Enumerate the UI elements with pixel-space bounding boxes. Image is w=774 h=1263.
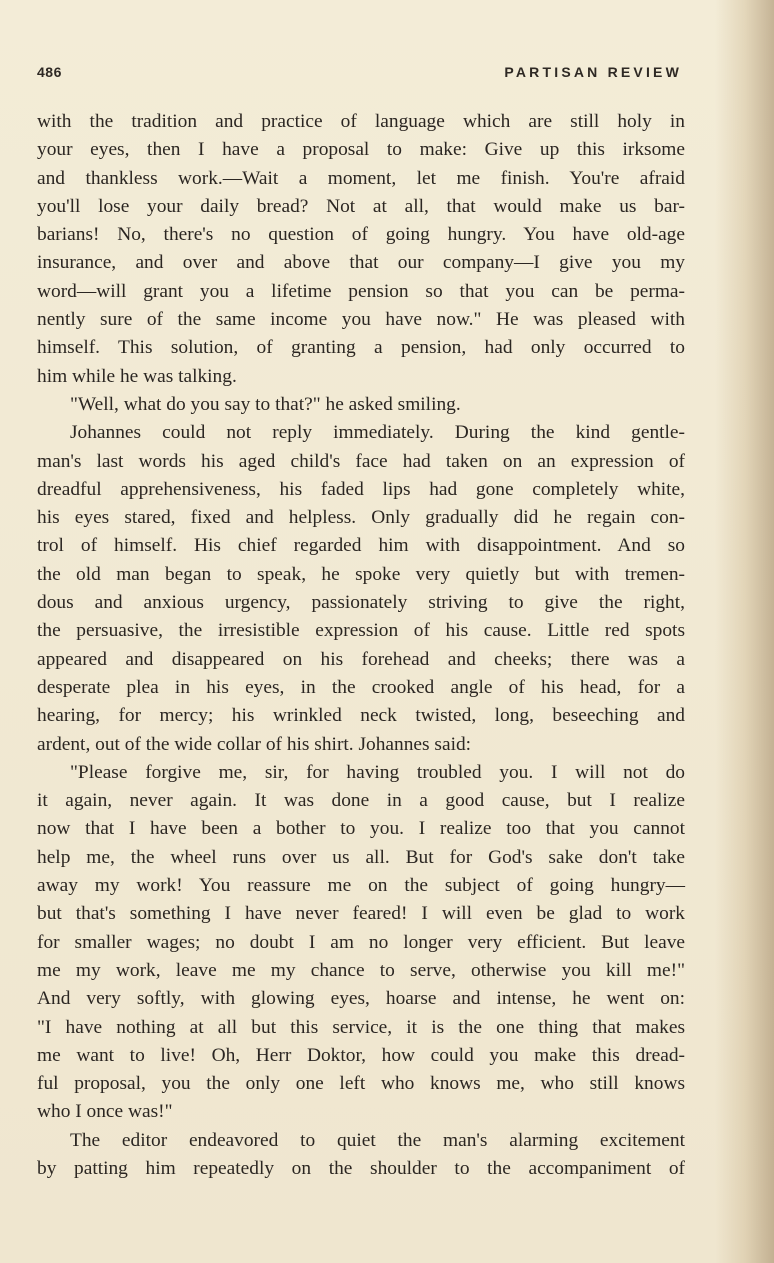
text-line: dreadful apprehensiveness, his faded lips had gone completely white, <box>37 478 685 500</box>
text-line: and thankless work.—Wait a moment, let me finish. You're afraid <box>37 167 685 189</box>
journal-title: PARTISAN REVIEW <box>504 64 682 80</box>
text-line: the old man began to speak, he spoke very quietly but with tremen- <box>37 563 685 585</box>
text-line: "Well, what do you say to that?" he asked smiling. <box>70 393 461 415</box>
text-line: away my work! You reassure me on the subject of going hungry— <box>37 875 685 897</box>
body-text <box>37 108 685 1183</box>
text-line: "Please forgive me, sir, for having troubled you. I will not do <box>70 761 685 783</box>
text-line: it again, never again. It was done in a good cause, but I realize <box>37 790 685 812</box>
page-number: 486 <box>37 64 62 80</box>
text-line: dous and anxious urgency, passionately striving to give the right, <box>37 592 685 614</box>
text-line: And very softly, with glowing eyes, hoarse and intense, he went on: <box>37 988 685 1010</box>
text-line: help me, the wheel runs over us all. But for God's sake don't take <box>37 846 685 868</box>
text-line: but that's something I have never feared! I will even be glad to work <box>37 903 685 925</box>
text-line: for smaller wages; no doubt I am no longer very efficient. But leave <box>37 931 685 953</box>
text-line: "I have nothing at all but this service, it is the one thing that makes <box>37 1016 685 1038</box>
text-line: your eyes, then I have a proposal to make: Give up this irksome <box>37 139 685 161</box>
text-line: word—will grant you a lifetime pension so that you can be perma- <box>37 280 685 302</box>
text-line: now that I have been a bother to you. I realize too that you cannot <box>37 818 685 840</box>
text-line: ful proposal, you the only one left who knows me, who still knows <box>37 1073 685 1095</box>
text-line: himself. This solution, of granting a pension, had only occurred to <box>37 337 685 359</box>
text-line: nently sure of the same income you have now." He was pleased with <box>37 309 685 331</box>
text-line: me want to live! Oh, Herr Doktor, how could you make this dread- <box>37 1044 685 1066</box>
text-line: ardent, out of the wide collar of his shirt. Johannes said: <box>37 733 472 755</box>
text-line: hearing, for mercy; his wrinkled neck twisted, long, beseeching and <box>37 705 685 727</box>
text-line: The editor endeavored to quiet the man's alarming excitement <box>70 1129 685 1151</box>
text-line: him while he was talking. <box>37 365 237 387</box>
text-line: with the tradition and practice of language which are still holy in <box>37 111 685 132</box>
text-line: the persuasive, the irresistible expression of his cause. Little red spots <box>37 620 685 642</box>
text-line: you'll lose your daily bread? Not at all, that would make us bar- <box>37 195 685 217</box>
text-line: appeared and disappeared on his forehead and cheeks; there was a <box>37 648 685 670</box>
text-line: insurance, and over and above that our company—I give you my <box>37 252 685 274</box>
text-line: by patting him repeatedly on the shoulder to the accompaniment of <box>37 1157 685 1179</box>
text-line: me my work, leave me my chance to serve, otherwise you kill me!" <box>37 959 685 981</box>
text-line: Johannes could not reply immediately. During the kind gentle- <box>70 422 685 444</box>
text-line: barians! No, there's no question of going hungry. You have old-age <box>37 224 685 246</box>
text-line: his eyes stared, fixed and helpless. Only gradually did he regain con- <box>37 507 685 529</box>
running-head <box>37 64 682 84</box>
text-line: desperate plea in his eyes, in the crooked angle of his head, for a <box>37 676 685 698</box>
text-line: man's last words his aged child's face had taken on an expression of <box>37 450 685 472</box>
text-line: who I once was!" <box>37 1101 173 1123</box>
text-line: trol of himself. His chief regarded him with disappointment. And so <box>37 535 685 557</box>
